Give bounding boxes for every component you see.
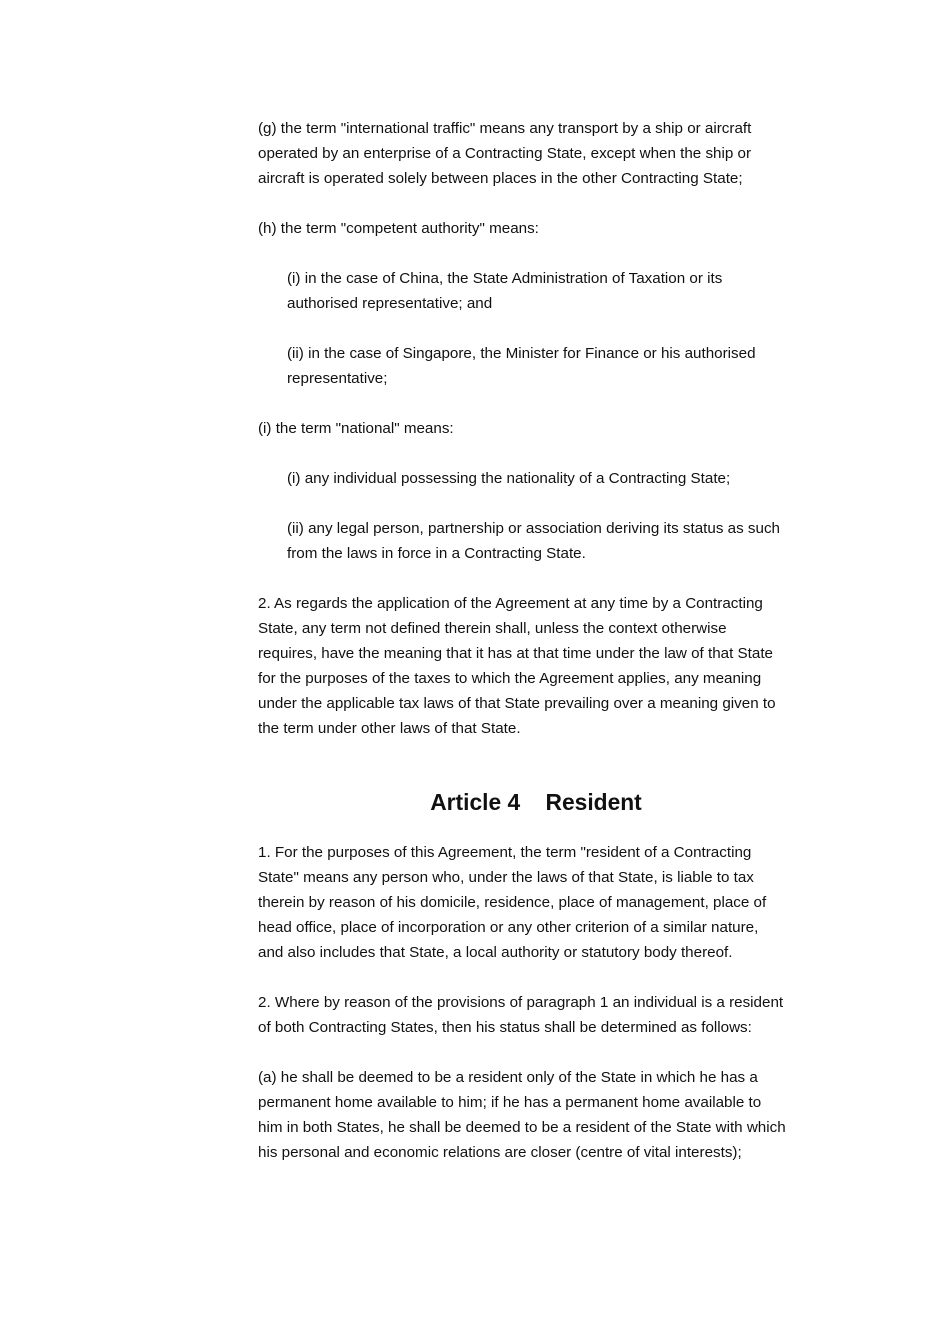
- paragraph-2-interpretation: [258, 591, 814, 741]
- definitions-section: [258, 116, 814, 741]
- subparagraph-singapore-authority: [258, 341, 814, 391]
- text-line: aircraft is operated solely between places in the other Contracting State;: [258, 170, 743, 187]
- text-line: (a) he shall be deemed to be a resident only of the State in which he has a: [258, 1069, 758, 1086]
- text-line: (ii) in the case of Singapore, the Minister for Finance or his authorised: [287, 345, 756, 362]
- text-line: (i) the term "national" means:: [258, 420, 454, 437]
- text-line: operated by an enterprise of a Contracting State, except when the ship or: [258, 145, 752, 162]
- paragraph-1-resident-definition: [258, 840, 814, 965]
- text-line: him in both States, he shall be deemed to be a resident of the State with which: [258, 1119, 786, 1136]
- text-line: (ii) any legal person, partnership or association deriving its status as such: [287, 520, 780, 537]
- text-line: (i) any individual possessing the nationality of a Contracting State;: [287, 470, 731, 487]
- text-line: permanent home available to him; if he has a permanent home available to: [258, 1094, 762, 1111]
- text-line: head office, place of incorporation or any other criterion of a similar nature,: [258, 919, 759, 936]
- document-page: [258, 116, 814, 1190]
- text-line: for the purposes of the taxes to which the Agreement applies, any meaning: [258, 670, 762, 687]
- text-line: State" means any person who, under the laws of that State, is liable to tax: [258, 869, 754, 886]
- article-heading: Article 4 Resident: [430, 789, 642, 815]
- text-line: and also includes that State, a local authority or statutory body thereof.: [258, 944, 733, 961]
- text-line: (g) the term "international traffic" means any transport by a ship or aircraft: [258, 120, 752, 137]
- text-line: 1. For the purposes of this Agreement, the term "resident of a Contracting: [258, 844, 752, 861]
- text-line: under the applicable tax laws of that State prevailing over a meaning given to: [258, 695, 776, 712]
- text-line: the term under other laws of that State.: [258, 720, 521, 737]
- paragraph-i-national: [258, 416, 814, 441]
- text-line: representative;: [287, 370, 388, 387]
- text-line: of both Contracting States, then his status shall be determined as follows:: [258, 1019, 752, 1036]
- subparagraph-china-authority: [258, 266, 814, 316]
- text-line: State, any term not defined therein shall, unless the context otherwise: [258, 620, 727, 637]
- paragraph-a-permanent-home: [258, 1065, 814, 1165]
- subparagraph-national-legal-person: [258, 516, 814, 566]
- paragraph-h-competent-authority: [258, 216, 814, 241]
- paragraph-2-dual-residence: [258, 990, 814, 1040]
- subparagraph-national-individual: [258, 466, 814, 491]
- text-line: 2. As regards the application of the Agreement at any time by a Contracting: [258, 595, 763, 612]
- text-line: from the laws in force in a Contracting State.: [287, 545, 586, 562]
- text-line: (h) the term "competent authority" means:: [258, 220, 539, 237]
- text-line: 2. Where by reason of the provisions of paragraph 1 an individual is a resident: [258, 994, 784, 1011]
- paragraph-g-international-traffic: [258, 116, 814, 191]
- text-line: requires, have the meaning that it has at that time under the law of that State: [258, 645, 773, 662]
- text-line: (i) in the case of China, the State Administration of Taxation or its: [287, 270, 723, 287]
- text-line: authorised representative; and: [287, 295, 493, 312]
- text-line: therein by reason of his domicile, residence, place of management, place of: [258, 894, 767, 911]
- text-line: his personal and economic relations are closer (centre of vital interests);: [258, 1144, 742, 1161]
- article-4-section: [258, 840, 814, 1165]
